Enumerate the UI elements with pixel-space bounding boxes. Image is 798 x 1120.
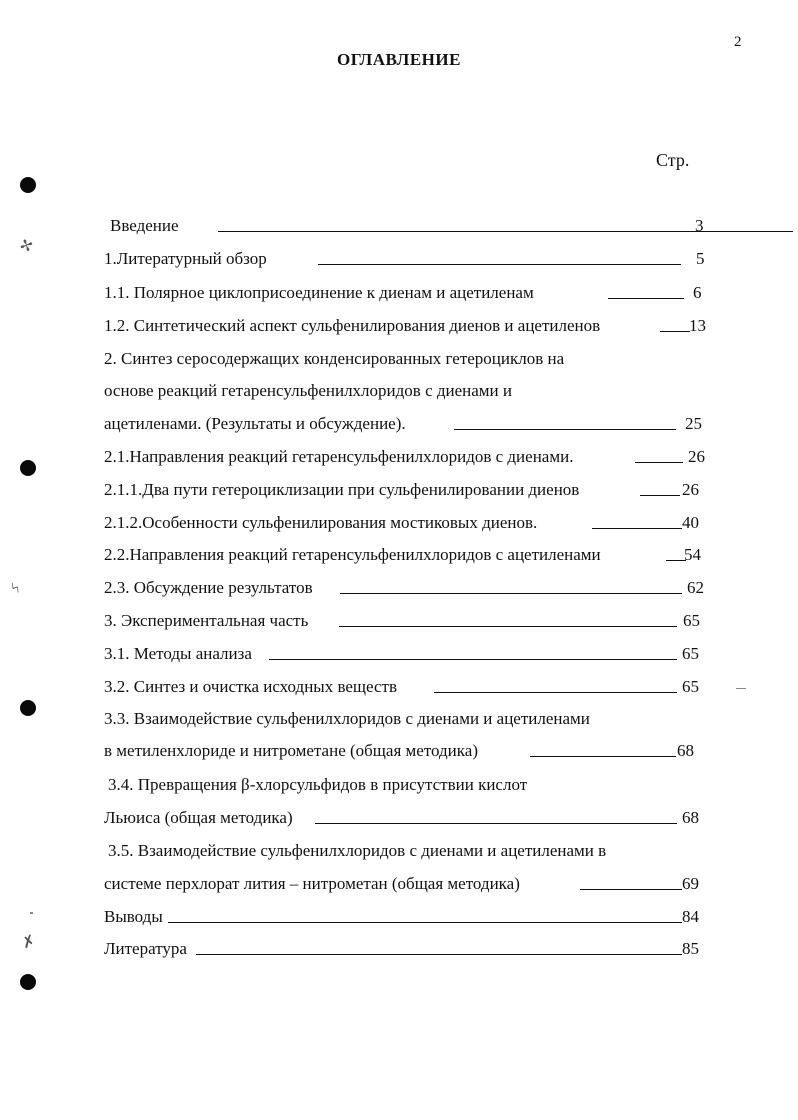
toc-entry-3-4-line2[interactable]: [104, 805, 712, 831]
toc-entry-2-1-1[interactable]: [104, 477, 712, 503]
toc-entry-page: 85: [682, 939, 699, 958]
toc-leader-line: [339, 626, 677, 627]
toc-entry-text: Выводы: [104, 907, 163, 926]
toc-leader-line: [640, 495, 680, 496]
toc-entry-text: 2.2.Направления реакций гетаренсульфенилхлоридов с ацетиленами: [104, 545, 601, 564]
toc-entry-text: ацетиленами. (Результаты и обсуждение).: [104, 414, 406, 433]
toc-entry-page: 84: [682, 907, 699, 926]
toc-leader-line: [580, 889, 682, 890]
toc-entry-2-line1[interactable]: [104, 346, 712, 372]
toc-entry-1-1[interactable]: [104, 280, 712, 306]
toc-entry-page: 69: [682, 874, 699, 893]
toc-entry-text: 1.2. Синтетический аспект сульфенилирования диенов и ацетиленов: [104, 316, 601, 335]
toc-entry-text: 2.3. Обсуждение результатов: [104, 578, 313, 597]
toc-entry-3-5-line1[interactable]: [108, 838, 712, 864]
punch-hole-icon: [20, 700, 36, 716]
toc-leader-line: [269, 659, 677, 660]
margin-scribble-icon: ✗: [19, 932, 39, 953]
toc-leader-line: [318, 264, 681, 265]
toc-entry-text: 2.1.1.Два пути гетероциклизации при сульфенилировании диенов: [104, 480, 580, 499]
toc-entry-1-2[interactable]: [104, 313, 712, 339]
margin-scribble-icon: ✢: [17, 236, 37, 257]
toc-entry-text: Льюиса (общая методика): [104, 808, 293, 827]
toc-entry-page: 68: [677, 741, 694, 760]
page-column-label: Стр.: [656, 150, 690, 170]
toc-entry-text: Литература: [104, 939, 187, 958]
toc-entry-text: 1.Литературный обзор: [104, 249, 267, 268]
punch-hole-icon: [20, 177, 36, 193]
toc-leader-line: [635, 462, 683, 463]
toc-entry-3-1[interactable]: [104, 641, 712, 667]
toc-entry-page: 40: [682, 513, 699, 532]
toc-entry-text: 2.1.Направления реакций гетаренсульфенилхлоридов с диенами.: [104, 447, 574, 466]
toc-entry-page: 65: [683, 611, 700, 630]
toc-entry-text: 3.2. Синтез и очистка исходных веществ: [104, 677, 397, 696]
toc-entry-page: 26: [682, 480, 699, 499]
toc-entry-text: системе перхлорат лития – нитрометан (общая методика): [104, 874, 520, 893]
toc-entry-text: 1.1. Полярное циклоприсоединение к диенам и ацетиленам: [104, 283, 534, 302]
toc-entry-2-2[interactable]: [104, 542, 712, 568]
punch-hole-icon: [20, 460, 36, 476]
page-title: ОГЛАВЛЕНИЕ: [337, 50, 461, 69]
margin-scribble-icon: ϟ: [9, 579, 22, 598]
toc-entry-text: 3.1. Методы анализа: [104, 644, 252, 663]
toc-leader-line: [454, 429, 676, 430]
toc-entry-introduction[interactable]: [110, 213, 710, 239]
toc-entry-page: 68: [682, 808, 699, 827]
toc-entry-literature-review[interactable]: [104, 246, 712, 272]
toc-entry-page: 13: [689, 316, 706, 335]
toc-leader-line: [218, 231, 793, 232]
toc-entry-3-3-line1[interactable]: [104, 706, 712, 732]
punch-hole-icon: [20, 974, 36, 990]
toc-leader-line: [660, 331, 690, 332]
toc-entry-3[interactable]: [104, 608, 712, 634]
toc-entry-page: 62: [687, 578, 704, 597]
toc-leader-line: [168, 922, 682, 923]
toc-leader-line: [434, 692, 677, 693]
scan-speck-icon: [736, 688, 746, 689]
toc-entry-text: 2.1.2.Особенности сульфенилирования мостиковых диенов.: [104, 513, 538, 532]
toc-entry-3-5-line2[interactable]: [104, 871, 712, 897]
toc-leader-line: [196, 954, 682, 955]
toc-entry-text: 3.5. Взаимодействие сульфенилхлоридов с диенами и ацетиленами в: [108, 841, 607, 860]
toc-entry-page: 25: [685, 414, 702, 433]
toc-entry-3-2[interactable]: [104, 674, 712, 700]
toc-entry-text: 3.3. Взаимодействие сульфенилхлоридов с диенами и ацетиленами: [104, 709, 590, 728]
toc-entry-text: в метиленхлориде и нитрометане (общая методика): [104, 741, 478, 760]
toc-entry-2-line3[interactable]: [104, 411, 712, 437]
toc-entry-references[interactable]: [104, 936, 712, 962]
toc-leader-line: [592, 528, 682, 529]
scan-speck-icon: [30, 912, 33, 914]
toc-leader-line: [530, 756, 676, 757]
toc-entry-2-1[interactable]: [104, 444, 712, 470]
toc-entry-page: 5: [696, 249, 705, 268]
toc-entry-2-3[interactable]: [104, 575, 712, 601]
toc-leader-line: [315, 823, 677, 824]
toc-entry-3-3-line2[interactable]: [104, 738, 712, 764]
toc-entry-page: 65: [682, 677, 699, 696]
toc-entry-text: Введение: [110, 216, 179, 235]
toc-entry-page: 3: [695, 216, 704, 235]
toc-entry-page: 54: [684, 545, 701, 564]
toc-entry-2-1-2[interactable]: [104, 510, 712, 536]
toc-entry-page: 26: [688, 447, 705, 466]
toc-entry-text: основе реакций гетаренсульфенилхлоридов с диенами и: [104, 381, 512, 400]
toc-leader-line: [340, 593, 682, 594]
toc-leader-line: [608, 298, 684, 299]
toc-leader-line: [666, 560, 686, 561]
toc-entry-conclusions[interactable]: [104, 904, 712, 930]
toc-entry-3-4-line1[interactable]: [108, 772, 712, 798]
page-number: 2: [734, 34, 742, 50]
toc-entry-2-line2[interactable]: [104, 378, 712, 404]
toc-entry-text: 2. Синтез серосодержащих конденсированных гетероциклов на: [104, 349, 565, 368]
toc-entry-text: 3. Экспериментальная часть: [104, 611, 309, 630]
toc-entry-page: 65: [682, 644, 699, 663]
toc-entry-page: 6: [693, 283, 702, 302]
toc-entry-text: 3.4. Превращения β-хлорсульфидов в присутствии кислот: [108, 775, 528, 794]
